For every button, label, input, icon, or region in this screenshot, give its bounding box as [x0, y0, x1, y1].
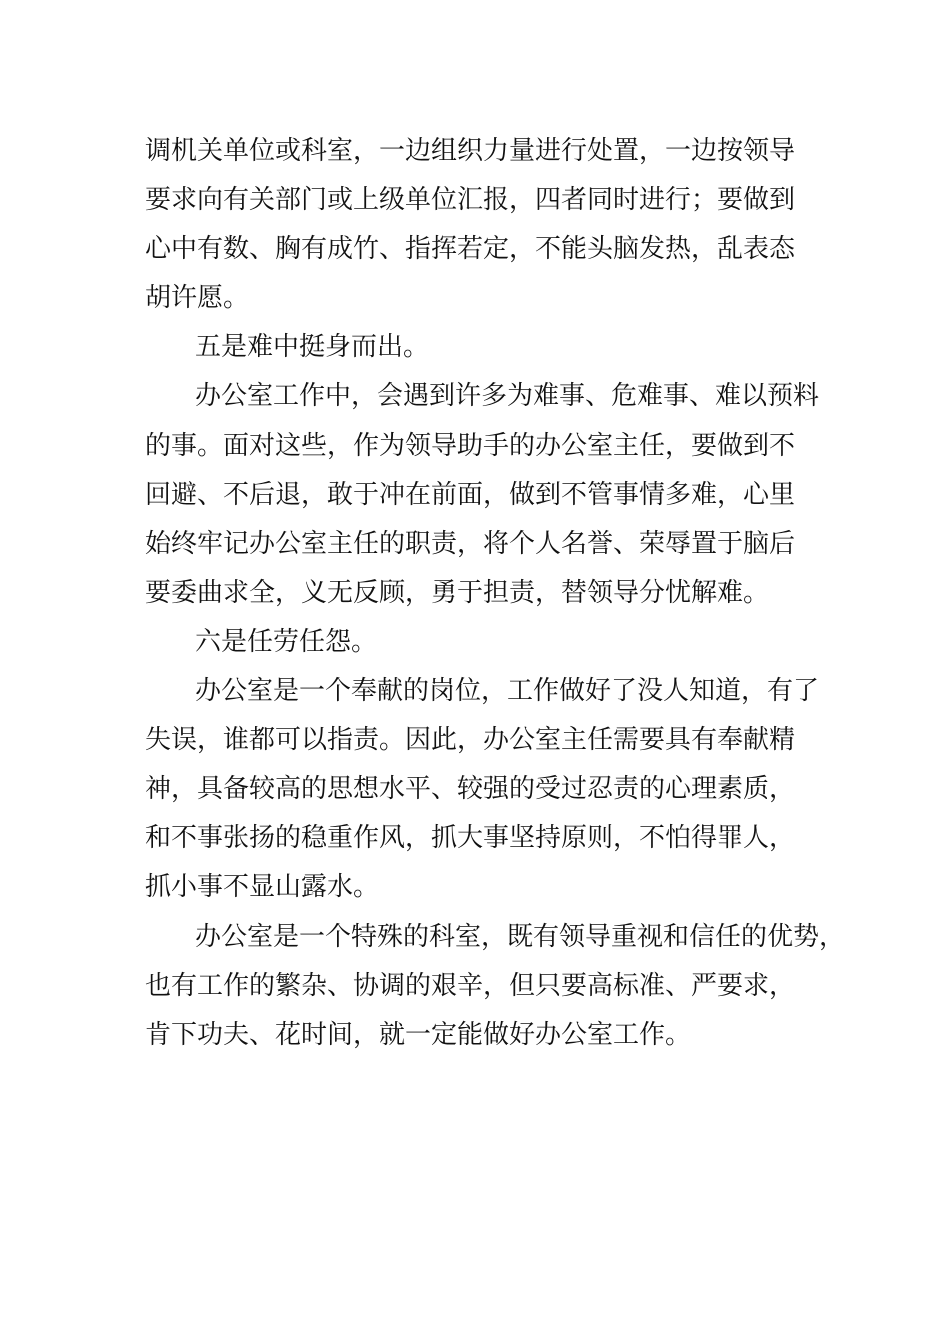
text-line: 回避、不后退，敢于冲在前面，做到不管事情多难，心里: [145, 479, 796, 510]
text-line: 抓小事不显山露水。: [145, 872, 380, 903]
text-line: 办公室是一个奉献的岗位，工作做好了没人知道，有了: [195, 676, 820, 707]
section-heading-six: 六是任劳任怨。: [195, 626, 378, 657]
text-line: 调机关单位或科室，一边组织力量进行处置，一边按领导: [145, 136, 796, 166]
document-body: [145, 127, 846, 1060]
text-line: 和不事张扬的稳重作风，抓大事坚持原则，不怕得罪人，: [145, 823, 796, 854]
text-line: 的事。面对这些，作为领导助手的办公室主任，要做到不: [145, 430, 796, 461]
text-line: 要求向有关部门或上级单位汇报，四者同时进行；要做到: [145, 185, 796, 216]
section-heading-five: 五是难中挺身而出。: [195, 332, 430, 363]
text-line: 办公室工作中，会遇到许多为难事、危难事、难以预料: [195, 381, 820, 412]
text-line: 神，具备较高的思想水平、较强的受过忍责的心理素质，: [145, 774, 796, 805]
text-line: 要委曲求全，义无反顾，勇于担责，替领导分忧解难。: [145, 577, 770, 608]
text-line: 肯下功夫、花时间，就一定能做好办公室工作。: [145, 1019, 692, 1050]
text-line: 始终牢记办公室主任的职责，将个人名誉、荣辱置于脑后: [145, 528, 796, 559]
text-line: 办公室是一个特殊的科室，既有领导重视和信任的优势，: [195, 921, 846, 952]
text-line: 也有工作的繁杂、协调的艰辛，但只要高标准、严要求，: [145, 970, 796, 1001]
text-line: 心中有数、胸有成竹、指挥若定，不能头脑发热，乱表态: [145, 234, 796, 265]
text-line: 失误，谁都可以指责。因此，办公室主任需要具有奉献精: [145, 725, 796, 756]
text-line: 胡许愿。: [145, 283, 250, 314]
